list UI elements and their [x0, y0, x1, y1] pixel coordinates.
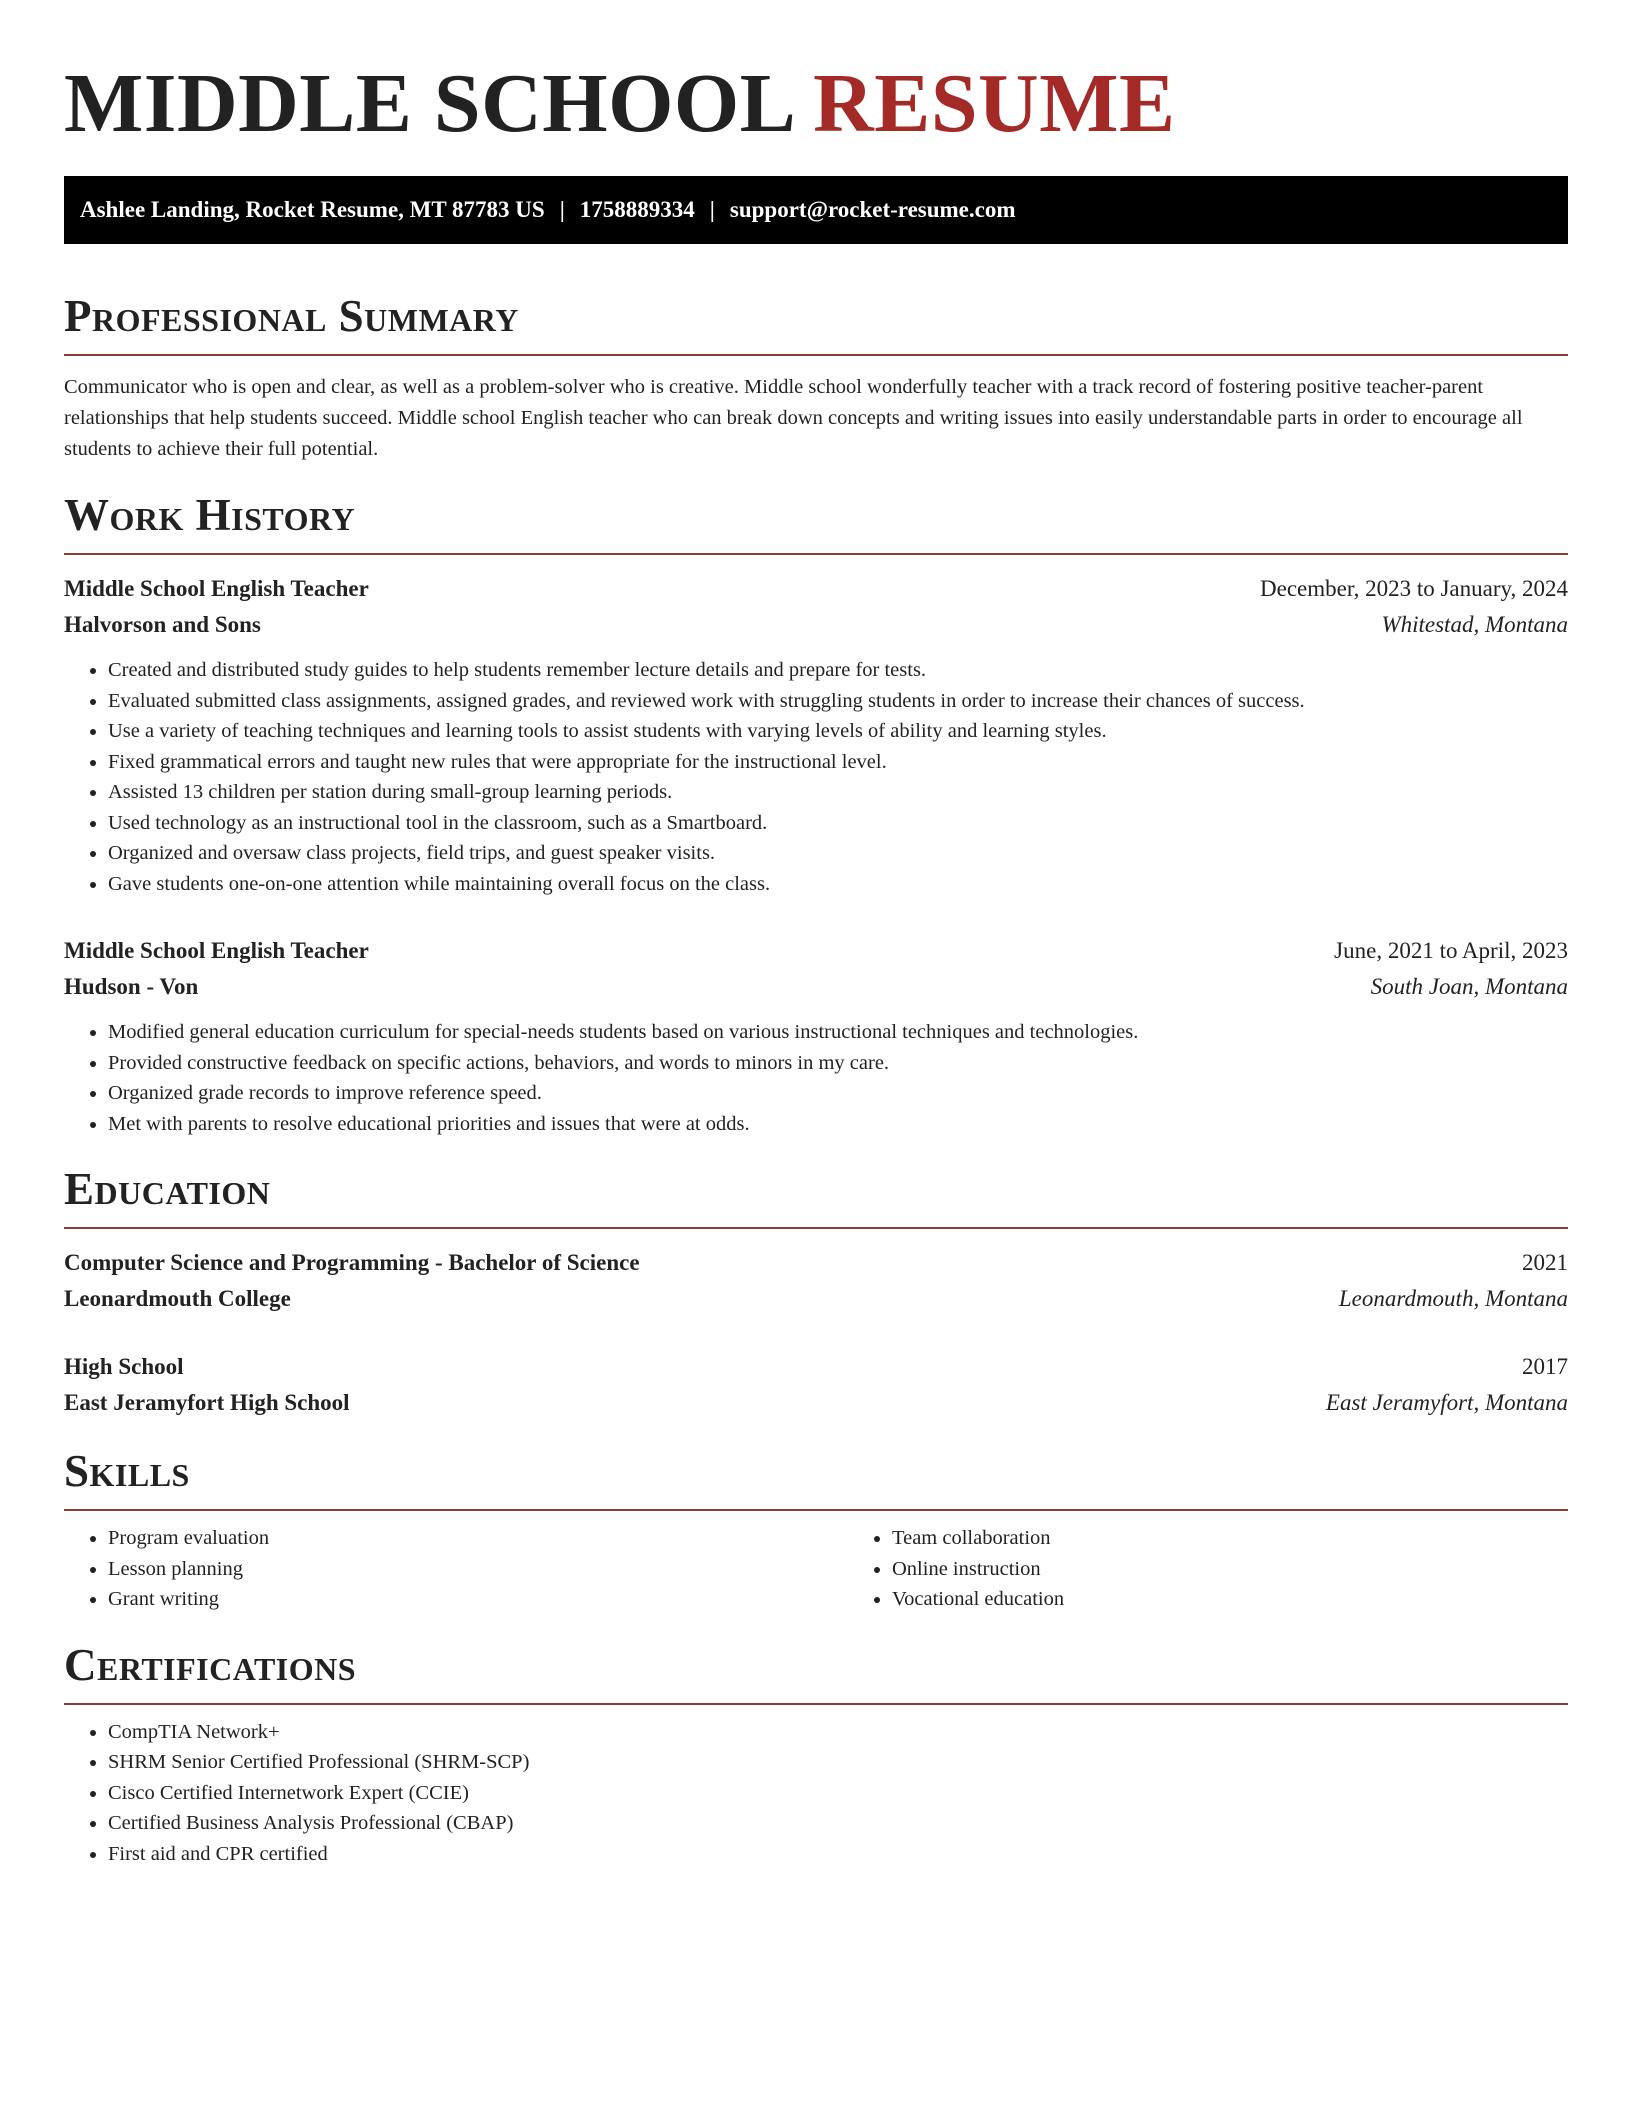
- job-location: Whitestad, Montana: [1381, 612, 1568, 637]
- education-degree-row: [64, 1349, 1568, 1385]
- education-section: [64, 1161, 1568, 1421]
- education-entry: [64, 1245, 1568, 1317]
- job-duties-list: [64, 655, 1568, 899]
- job-dates: June, 2021 to April, 2023: [1334, 938, 1568, 963]
- education-year: 2017: [1522, 1354, 1568, 1379]
- list-item: • Evaluated submitted class assignments, assigned grades, and reviewed work with struggling students in order to increase their chances of success.: [108, 686, 1568, 717]
- section-title-skills: Skills: [64, 1446, 190, 1496]
- job-header-row: [64, 933, 1568, 969]
- list-item: • Used technology as an instructional tool in the classroom, such as a Smartboard.: [108, 808, 1568, 839]
- list-item: • CompTIA Network+: [108, 1717, 1568, 1748]
- skills-columns: [64, 1523, 1568, 1615]
- list-item: • Gave students one-on-one attention while maintaining overall focus on the class.: [108, 869, 1568, 900]
- skills-section: [64, 1443, 1568, 1615]
- list-item: • Online instruction: [892, 1554, 1064, 1585]
- list-item: • Met with parents to resolve educational priorities and issues that were at odds.: [108, 1109, 1568, 1140]
- education-degree-row: [64, 1245, 1568, 1281]
- list-item: • Use a variety of teaching techniques and learning tools to assist students with varying levels of ability and learning styles.: [108, 716, 1568, 747]
- section-title-certifications: Certifications: [64, 1639, 357, 1690]
- list-item: • Vocational education: [892, 1584, 1064, 1615]
- education-school: Leonardmouth College: [64, 1286, 291, 1311]
- education-school-row: [64, 1385, 1568, 1421]
- job-duties-list: [64, 1017, 1568, 1139]
- education-location: Leonardmouth, Montana: [1338, 1286, 1568, 1311]
- list-item: • SHRM Senior Certified Professional (SHRM-SCP): [108, 1747, 1568, 1778]
- section-divider: [64, 1703, 1568, 1705]
- list-item: • Organized and oversaw class projects, field trips, and guest speaker visits.: [108, 838, 1568, 869]
- job-title: Middle School English Teacher: [64, 576, 369, 601]
- list-item: • Lesson planning: [108, 1554, 848, 1585]
- contact-phone: 1758889334: [579, 197, 695, 222]
- list-item: • First aid and CPR certified: [108, 1839, 1568, 1870]
- education-location: East Jeramyfort, Montana: [1325, 1390, 1568, 1415]
- list-item: • Team collaboration: [892, 1523, 1064, 1554]
- skills-list-right: [848, 1523, 1064, 1615]
- contact-separator: |: [559, 197, 565, 222]
- list-item: • Program evaluation: [108, 1523, 848, 1554]
- list-item: • Cisco Certified Internetwork Expert (CCIE): [108, 1778, 1568, 1809]
- section-title-work: Work History: [64, 490, 356, 540]
- education-year: 2021: [1522, 1250, 1568, 1275]
- skills-list-left: [64, 1523, 848, 1615]
- list-item: • Provided constructive feedback on specific actions, behaviors, and words to minors in my care.: [108, 1048, 1568, 1079]
- section-title-summary: Professional Summary: [64, 291, 519, 341]
- title-accent: RESUME: [813, 57, 1176, 150]
- resume-title: [64, 56, 1568, 152]
- job-entry: [64, 571, 1568, 899]
- job-company-row: [64, 969, 1568, 1005]
- certifications-section: [64, 1637, 1568, 1870]
- section-divider: [64, 553, 1568, 555]
- title-main: MIDDLE SCHOOL: [64, 57, 792, 150]
- list-item: • Modified general education curriculum for special-needs students based on various instructional techniques and technologies.: [108, 1017, 1568, 1048]
- section-title-education: Education: [64, 1164, 271, 1214]
- contact-separator: |: [709, 197, 715, 222]
- education-school-row: [64, 1281, 1568, 1317]
- contact-address: Ashlee Landing, Rocket Resume, MT 87783 US: [80, 197, 545, 222]
- education-school: East Jeramyfort High School: [64, 1390, 350, 1415]
- job-company-row: [64, 607, 1568, 643]
- list-item: • Fixed grammatical errors and taught new rules that were appropriate for the instructional level.: [108, 747, 1568, 778]
- education-degree: High School: [64, 1354, 184, 1379]
- job-entry: [64, 933, 1568, 1139]
- job-header-row: [64, 571, 1568, 607]
- job-company: Hudson - Von: [64, 974, 199, 999]
- list-item: • Certified Business Analysis Professional (CBAP): [108, 1808, 1568, 1839]
- list-item: • Assisted 13 children per station during small-group learning periods.: [108, 777, 1568, 808]
- section-divider: [64, 1227, 1568, 1229]
- work-section: [64, 487, 1568, 1139]
- certifications-list: [64, 1717, 1568, 1870]
- summary-text: Communicator who is open and clear, as well as a problem-solver who is creative. Middle school wonderfully teacher with a track record of fostering positive teacher-parent relationships that help students succeed. Middle school English teacher who can break down concepts and writing issues into easily understandable parts in order to encourage all students to achieve their full potential.: [64, 376, 1523, 460]
- summary-section: [64, 288, 1568, 465]
- list-item: • Grant writing: [108, 1584, 848, 1615]
- section-divider: [64, 1509, 1568, 1511]
- job-title: Middle School English Teacher: [64, 938, 369, 963]
- education-entry: [64, 1349, 1568, 1421]
- job-dates: December, 2023 to January, 2024: [1260, 576, 1568, 601]
- contact-email: support@rocket-resume.com: [729, 197, 1016, 222]
- education-degree: Computer Science and Programming - Bachelor of Science: [64, 1250, 640, 1275]
- section-divider: [64, 354, 1568, 356]
- job-company: Halvorson and Sons: [64, 612, 261, 637]
- list-item: • Organized grade records to improve reference speed.: [108, 1078, 1568, 1109]
- contact-bar: [64, 176, 1568, 244]
- job-location: South Joan, Montana: [1370, 974, 1568, 999]
- list-item: • Created and distributed study guides to help students remember lecture details and prepare for tests.: [108, 655, 1568, 686]
